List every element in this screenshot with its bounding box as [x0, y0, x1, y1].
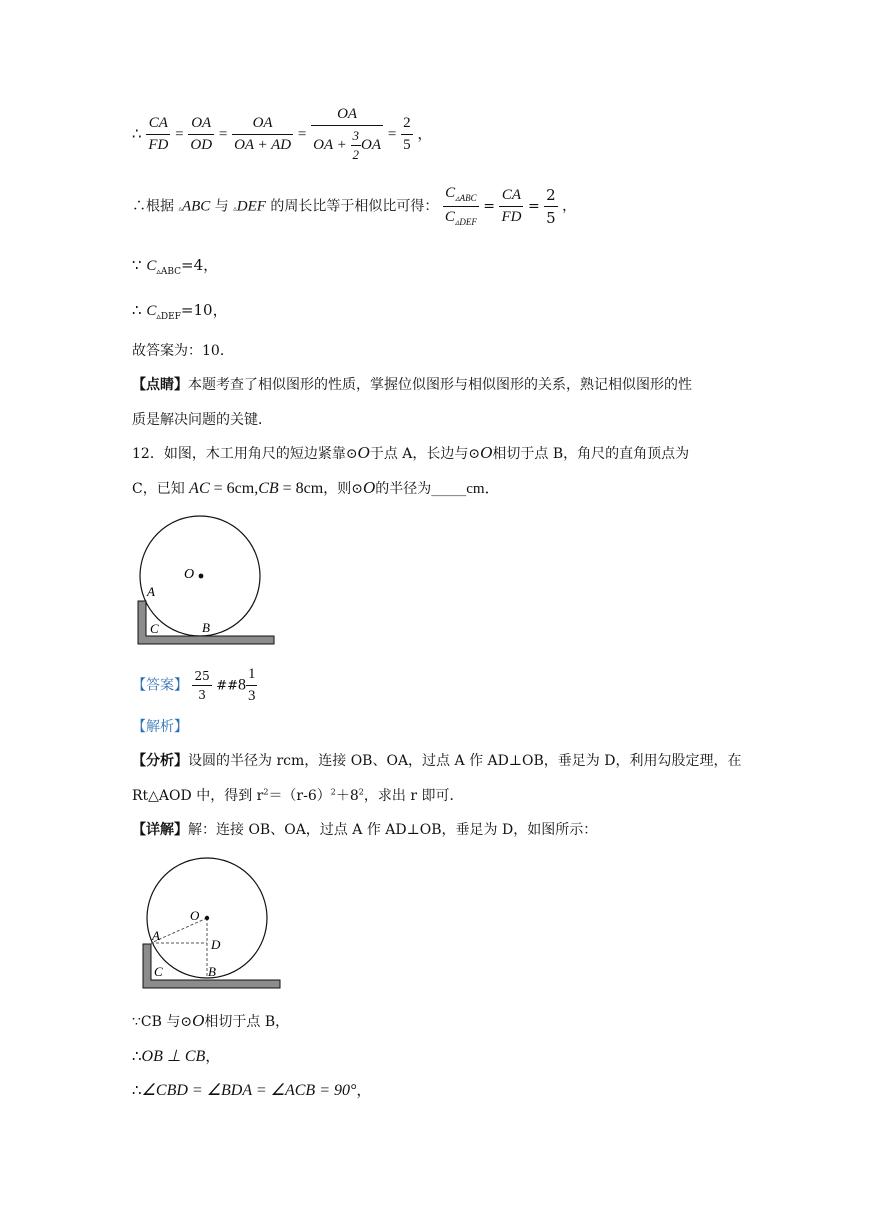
step-tangent: ∵CB 与⊙O相切于点 B，: [132, 1011, 290, 1030]
analysis-line-1: 【分析】设圆的半径为 rcm，连接 OB、OA，过点 A 作 AD⊥OB，垂足为 D，利用勾股定理，在: [132, 753, 742, 769]
comment-line-1: 【点睛】本题考查了相似图形的性质，掌握位似图形与相似图形的关系，熟记相似图形的性: [132, 377, 692, 393]
comment-tag: 【点睛】: [132, 377, 188, 393]
figure-1-circle-square: [130, 510, 280, 650]
figure-2-circle-construction: [138, 854, 288, 994]
perimeter-ratio-line: ∴根据 ▵ABC 与 ▵DEF 的周长比等于相似比可得： $\frac{C_{▵ABC}}{C_{▵DEF}}$ = $\frac{CA}{FD}$ = $\frac{2}{5}$ ，: [132, 185, 577, 227]
fraction-ca-fd: $\frac{CA}{FD}$: [148, 115, 169, 153]
answer-mixed-fraction: $\frac{1}{3}$: [247, 666, 256, 704]
label-o-2: O: [190, 908, 200, 923]
label-a-2: A: [152, 928, 160, 943]
center-dot-2: [205, 916, 209, 920]
fraction-oa-od: $\frac{OA}{OD}$: [190, 115, 213, 153]
question-12-line-2: C，已知 AC = 6cm,CB = 8cm，则⊙O的半径为_____cm．: [132, 478, 500, 497]
label-d: D: [211, 937, 221, 952]
fraction-oa-oa-plus-ad: $\frac{OA}{OA + AD}$: [234, 115, 292, 153]
perimeter-def-line: ∴ $C_{▵DEF}=10$，: [132, 301, 228, 322]
label-b: B: [202, 620, 210, 635]
answer-row: 【答案】 $\frac{25}{3}$ ##8 $\frac{1}{3}$: [132, 666, 256, 704]
fraction-2-5: $\frac{2}{5}$: [403, 115, 411, 153]
fenxi-tag: 【分析】: [132, 753, 188, 769]
center-dot: [199, 574, 204, 579]
analysis-line-2: Rt△AOD 中，得到 $r^2=(r-6)^2+8^2$，求出 r 即可．: [132, 787, 464, 804]
fraction-perimeter: $\frac{C_{▵ABC}}{C_{▵DEF}}$: [444, 185, 477, 227]
xiangjie-tag: 【详解】: [132, 822, 188, 838]
label-c-2: C: [154, 964, 163, 979]
detail-line: 【详解】解：连接 OB、OA，过点 A 作 AD⊥OB，垂足为 D，如图所示：: [132, 822, 598, 838]
answer-line: 故答案为：10．: [132, 343, 234, 359]
answer-fraction: $\frac{25}{3}$: [194, 669, 210, 702]
fraction-ca-fd-2: $\frac{CA}{FD}$: [501, 187, 522, 225]
equation-ratio-line: ∴ $\frac{CA}{FD}$ = $\frac{OA}{OD}$ = $\frac{OA}{OA + AD}$ = OA OA + $\frac{3}{2}$ OA = $\frac{2}{5}$ ，: [132, 106, 433, 162]
label-b-2: B: [208, 964, 216, 979]
perimeter-abc-line: ∵ $C_{▵ABC}=4$，: [132, 256, 219, 277]
label-a: A: [147, 584, 155, 599]
analysis-tag: 【解析】: [132, 719, 188, 735]
step-perpendicular: ∴OB ⊥ CB，: [132, 1047, 221, 1065]
answer-tag: 【答案】: [132, 677, 188, 694]
label-c: C: [150, 621, 159, 636]
comment-line-2: 质是解决问题的关键．: [132, 412, 272, 428]
answer-blank: _____: [431, 481, 467, 497]
step-angles: ∴∠CBD = ∠BDA = ∠ACB = 90°，: [132, 1081, 372, 1099]
label-o: O: [184, 567, 195, 582]
therefore-symbol: ∴: [132, 124, 142, 143]
fraction-2-5-b: $\frac{2}{5}$: [546, 186, 556, 227]
question-12-line-1: 12．如图，木工用角尺的短边紧靠⊙O于点 A，长边与⊙O相切于点 B，角尺的直角顶点为: [132, 443, 690, 462]
fraction-oa-complex: OA OA + $\frac{3}{2}$ OA: [313, 106, 382, 162]
